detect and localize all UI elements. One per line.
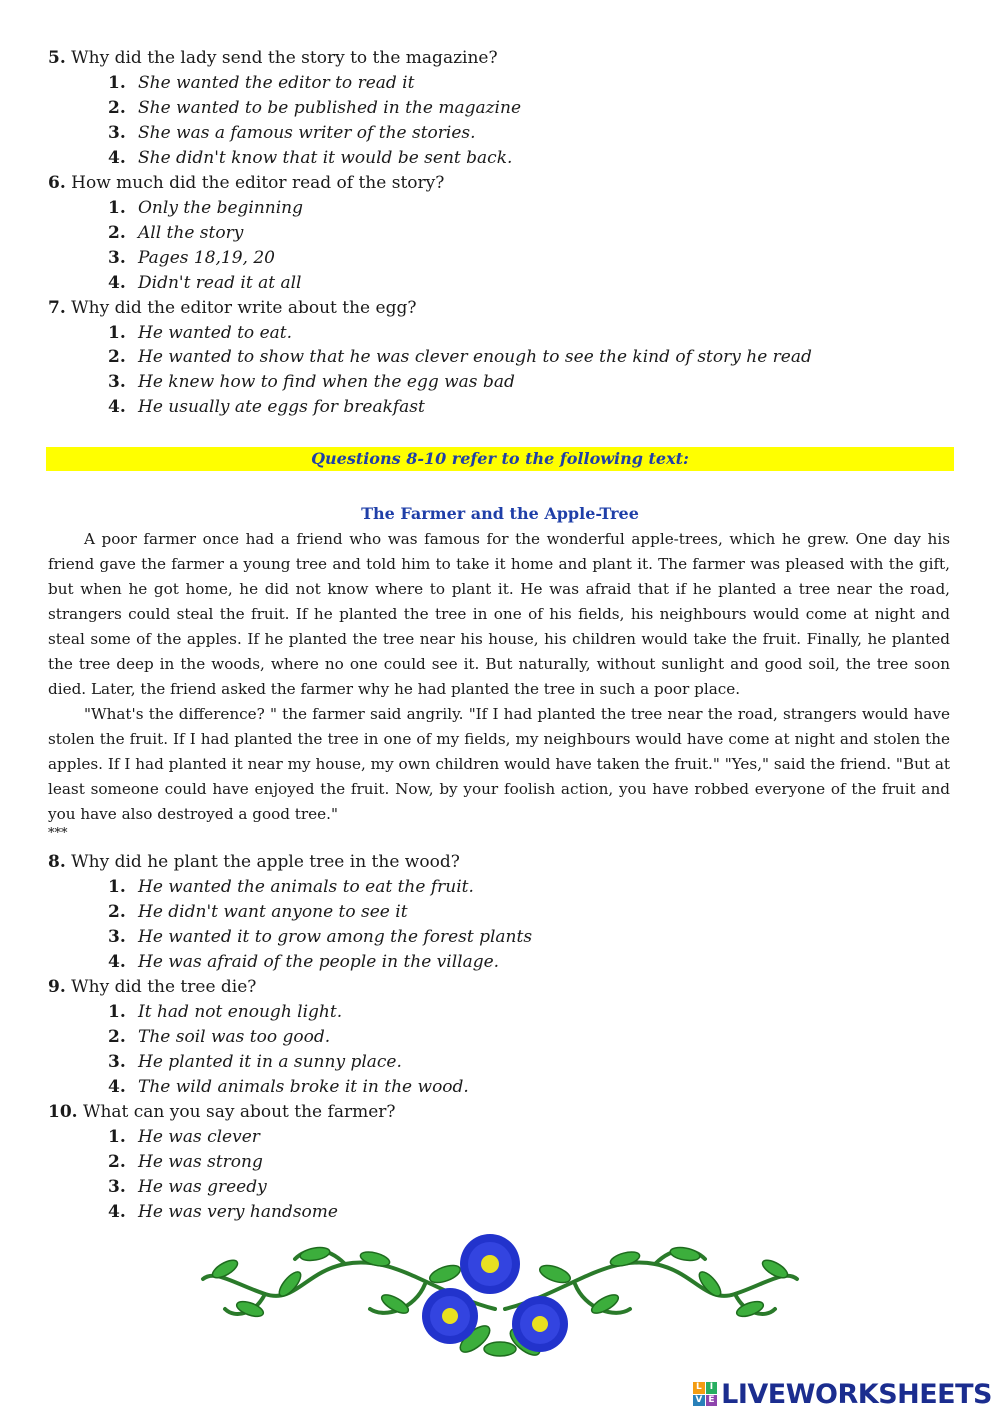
logo-text: LIVEWORKSHEETS — [721, 1378, 992, 1410]
q6-option-2[interactable]: 2. All the story — [108, 223, 244, 243]
section-banner: Questions 8-10 refer to the following text: — [46, 447, 954, 471]
q5-option-4[interactable]: 4. She didn't know that it would be sent back. — [108, 148, 513, 168]
story-paragraph-1: A poor farmer once had a friend who was famous for the wonderful apple-trees, which he grew. One day his friend gave the farmer a young tree and told him to take it home and plant it. The farmer was pleased with the gift, but when he got home, he did not know where to plant it. He was afraid that if he planted a tree near the road, strangers could steal the fruit. If he planted the tree in one of his fields, his neighbours would come at night and steal some of the apples. If he planted the tree near his house, his children would take the fruit. Finally, he planted the tree deep in the woods, where no one could see it. But naturally, without sunlight and good soil, the tree soon died. Later, the friend asked the farmer why he had planted the tree in such a poor place. — [48, 530, 950, 698]
story-paragraph-2: "What's the difference? " the farmer said angrily. "If I had planted the tree near the road, strangers would have stolen the fruit. If I had planted the tree in one of my fields, my neighbours would have come at night and stolen the apples. If I had planted it near my house, my own children would have taken the fruit." "Yes," said the friend. "But at least someone could have enjoyed the fruit. Now, by your foolish action, you have robbed everyone of the fruit and you have also destroyed a good tree." — [48, 705, 950, 823]
q9-option-4[interactable]: 4. The wild animals broke it in the wood. — [108, 1077, 469, 1097]
q7-option-4[interactable]: 4. He usually ate eggs for breakfast — [108, 397, 425, 417]
liveworksheets-logo[interactable] — [693, 1378, 992, 1410]
q10-option-3[interactable]: 3. He was greedy — [108, 1177, 267, 1197]
q5-option-2[interactable]: 2. She wanted to be published in the magazine — [108, 98, 522, 118]
q8-option-3[interactable]: 3. He wanted it to grow among the forest plants — [108, 927, 533, 947]
q8-option-1[interactable]: 1. He wanted the animals to eat the fruit. — [108, 877, 474, 897]
q9-option-3[interactable]: 3. He planted it in a sunny place. — [108, 1052, 402, 1072]
q9-option-1[interactable]: 1. It had not enough light. — [108, 1002, 343, 1022]
q10-option-1[interactable]: 1. He was clever — [108, 1127, 260, 1147]
question-5: 5. Why did the lady send the story to the magazine? — [48, 48, 498, 68]
q10-option-4[interactable]: 4. He was very handsome — [108, 1202, 338, 1222]
q5-option-1[interactable]: 1. She wanted the editor to read it — [108, 73, 415, 93]
q5-option-3[interactable]: 3. She was a famous writer of the stories. — [108, 123, 476, 143]
q7-option-1[interactable]: 1. He wanted to eat. — [108, 323, 293, 343]
logo-badge-icon: L I V E — [693, 1382, 717, 1406]
separator-stars: *** — [48, 826, 68, 841]
question-6: 6. How much did the editor read of the story? — [48, 173, 445, 193]
q10-option-2[interactable]: 2. He was strong — [108, 1152, 263, 1172]
q7-option-3[interactable]: 3. He knew how to find when the egg was bad — [108, 372, 515, 392]
q7-option-2[interactable]: 2. He wanted to show that he was clever enough to see the kind of story he read — [108, 347, 812, 367]
q6-option-3[interactable]: 3. Pages 18,19, 20 — [108, 248, 275, 268]
question-10: 10. What can you say about the farmer? — [48, 1102, 396, 1122]
q6-option-1[interactable]: 1. Only the beginning — [108, 198, 304, 218]
floral-ornament-image — [195, 1224, 805, 1364]
story-title: The Farmer and the Apple-Tree — [361, 504, 639, 523]
q8-option-2[interactable]: 2. He didn't want anyone to see it — [108, 902, 408, 922]
question-8: 8. Why did he plant the apple tree in the wood? — [48, 852, 460, 872]
q8-option-4[interactable]: 4. He was afraid of the people in the village. — [108, 952, 500, 972]
q9-option-2[interactable]: 2. The soil was too good. — [108, 1027, 331, 1047]
question-7: 7. Why did the editor write about the egg? — [48, 298, 417, 318]
q6-option-4[interactable]: 4. Didn't read it at all — [108, 273, 302, 293]
question-9: 9. Why did the tree die? — [48, 977, 257, 997]
